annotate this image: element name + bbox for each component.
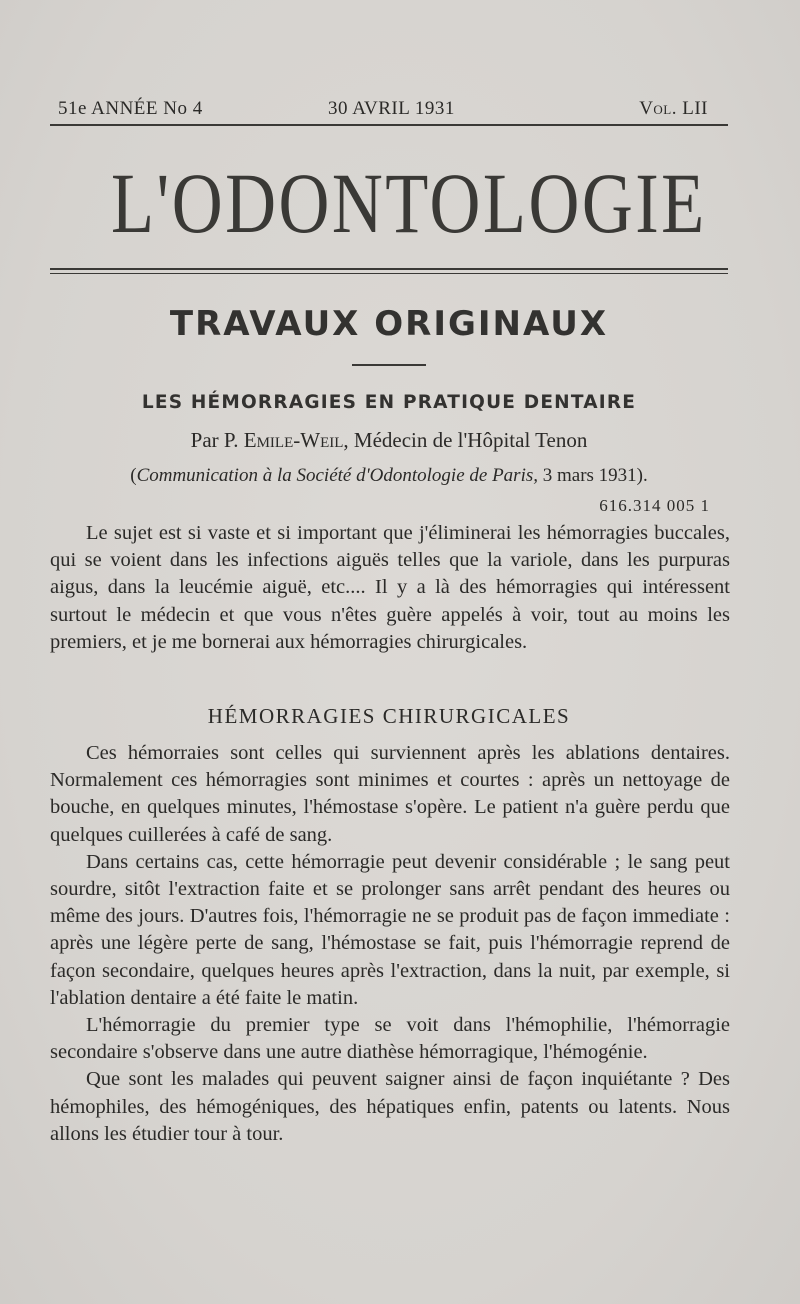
communication-source: Communication à la Société d'Odontologie de Paris, [136,465,538,486]
header-rule [50,124,728,126]
masthead-rule-thin [50,273,728,274]
issue-number: 51e ANNÉE No 4 [58,98,203,119]
byline-prefix: Par P. [190,428,244,452]
volume-number: Vol. LII [639,98,708,119]
body-paragraph: Dans certains cas, cette hémorragie peut devenir considérable ; le sang peut sourdre, sitôt l'extraction faite et se prolonger sans arrêt pendant des heures ou même des jours. D'autres fois, l'hémorragie ne se produit pas de façon immediate : après une légère perte de sang, l'hémostase se fait, puis l'hémorragie reprend de façon secondaire, quelques heures après l'extraction, dans la nuit, par exemple, si l'ablation dentaire a été faite le matin. [50,850,730,1009]
journal-masthead: L'ODONTOLOGIE [111,155,707,251]
masthead-rule-thick [50,268,728,270]
author-name: Emile-Weil [243,428,344,452]
subheading: HÉMORRAGIES CHIRURGICALES [207,704,571,728]
classification-code: 616.314 005 1 [599,496,710,515]
communication-open-paren: ( [130,465,137,486]
communication-date: 3 mars 1931). [538,465,648,486]
intro-paragraph: Le sujet est si vaste et si important que j'éliminerai les hémorragies buccales, qui se voient dans les infections aiguës telles que la variole, dans les purpuras aigus, dans la leucémie aiguë, etc.... Il y a là des hémorragies qui intéressent surtout le médecin et que vous n'êtes guère appelés à voir, tout au moins les premiers, et je me bornerai aux hémorragies chirurgicales. [50,522,730,653]
section-divider [352,364,426,366]
intro-block [50,520,730,656]
running-head [50,98,728,124]
communication-note [50,465,728,487]
article-title: LES HÉMORRAGIES EN PRATIQUE DENTAIRE [141,392,637,413]
article-byline [50,428,728,453]
body-paragraph: Ces hémorraies sont celles qui surviennent après les ablations dentaires. Normalement ces hémorragies sont minimes et courtes : après un nettoyage de bouche, en quelques minutes, l'hémostase s'opère. Le patient n'a guère perdu que quelques cuillerées à café de sang. [50,742,730,846]
article-body [50,740,730,1148]
byline-affiliation: , Médecin de l'Hôpital Tenon [343,428,588,452]
body-paragraph: Que sont les malades qui peuvent saigner ainsi de façon inquiétante ? Des hémophiles, des hémogéniques, des hépatiques enfin, patents ou latents. Nous allons les étudier tour à tour. [50,1068,730,1145]
body-paragraph: L'hémorragie du premier type se voit dans l'hémophilie, l'hémorragie secondaire s'observe dans une autre diathèse hémorragique, l'hémogénie. [50,1014,730,1064]
issue-date: 30 AVRIL 1931 [328,98,455,119]
section-title: TRAVAUX ORIGINAUX [169,304,609,344]
